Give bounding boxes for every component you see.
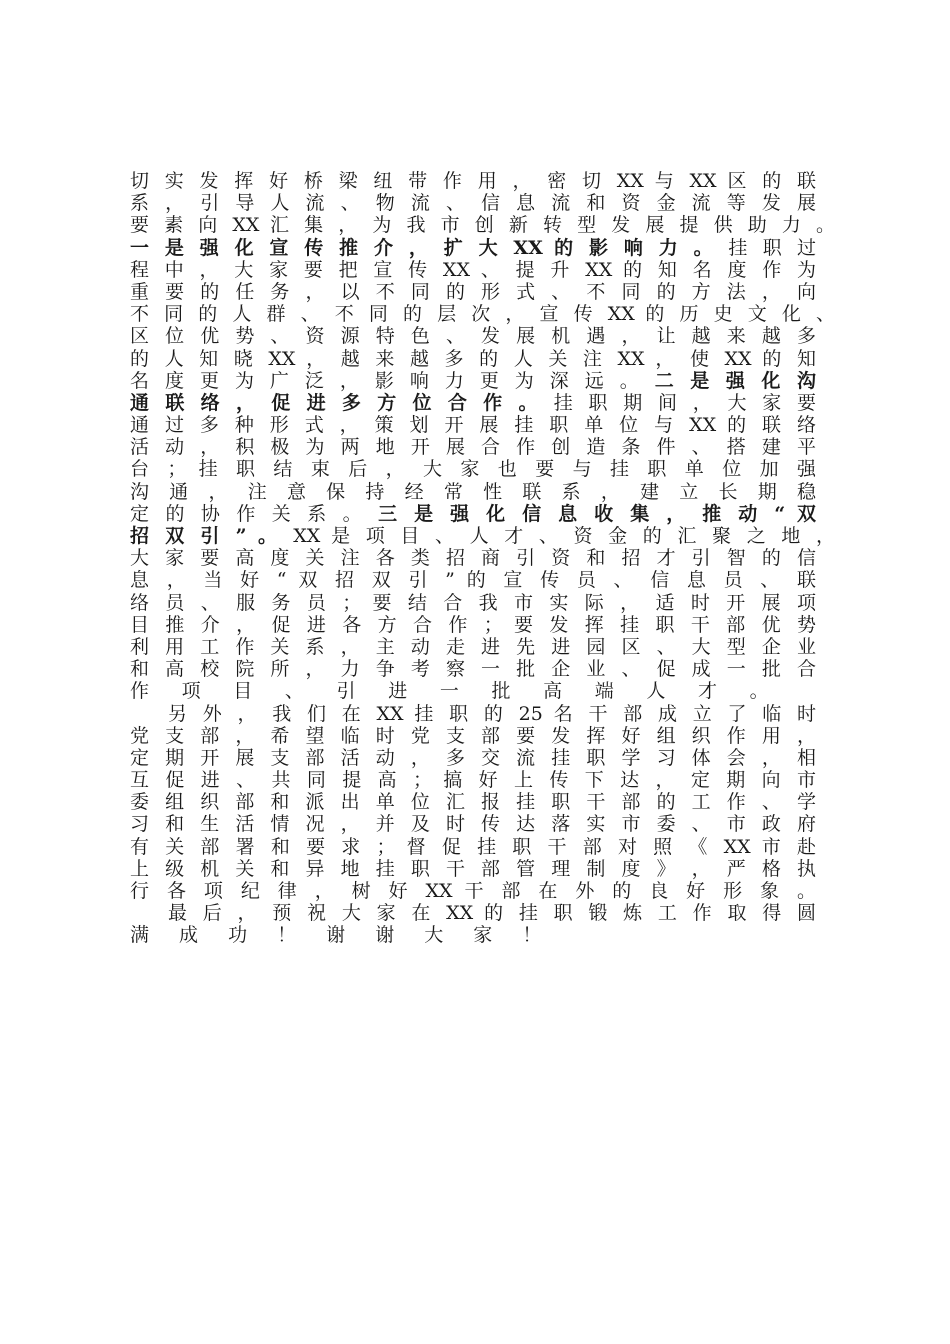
text-line: 区 位 优 势 、 资 源 特 色 、 发 展 机 遇 ， 让 越 来 越 多 — [130, 325, 816, 348]
text-line: 最 后 ， 预 祝 大 家 在 XX 的 挂 职 锻 炼 工 作 取 得 圆 — [168, 902, 816, 925]
text-line: 上 级 机 关 和 异 地 挂 职 干 部 管 理 制 度 》 ， 严 格 执 — [130, 857, 816, 880]
text-line: 络 员 、 服 务 员 ； 要 结 合 我 市 实 际 ， 适 时 开 展 项 — [130, 591, 816, 614]
text-line — [130, 503, 816, 525]
text-line: 不 同 的 人 群 、 不 同 的 层 次 ， 宣 传 XX 的 历 史 文 化 、 — [130, 303, 835, 326]
text-line: 行 各 项 纪 律 ， 树 好 XX 干 部 在 外 的 良 好 形 象 。 — [130, 880, 816, 902]
text-line: 重 要 的 任 务 ， 以 不 同 的 形 式 、 不 同 的 方 法 ， 向 — [130, 280, 816, 303]
text-line: 党 支 部 ， 希 望 临 时 党 支 部 要 发 挥 好 组 织 作 用 ， — [130, 724, 816, 747]
text-line: 目 推 介 ， 促 进 各 方 合 作 ； 要 发 挥 挂 职 干 部 优 势 — [130, 613, 816, 636]
text-line: 活 动 ， 积 极 为 两 地 开 展 合 作 创 造 条 件 、 搭 建 平 — [130, 436, 816, 459]
document-body — [130, 170, 835, 947]
text-line — [130, 525, 835, 547]
text-line: 系 ， 引 导 人 流 、 物 流 、 信 息 流 和 资 金 流 等 发 展 — [130, 192, 816, 215]
text-line: 切 实 发 挥 好 桥 梁 纽 带 作 用 ， 密 切 XX 与 XX 区 的 联 — [130, 170, 816, 192]
bold-heading-run: 通 联 络 ， 促 进 多 方 位 合 作 。 — [130, 391, 554, 414]
text-line: 另 外 ， 我 们 在 XX 挂 职 的 25 名 干 部 成 立 了 临 时 — [168, 702, 816, 725]
text-line: 沟 通 ， 注 意 保 持 经 常 性 联 系 ， 建 立 长 期 稳 — [130, 480, 816, 503]
text-line — [130, 237, 816, 259]
text-line: 作 项 目 、 引 进 一 批 高 端 人 才 。 — [130, 680, 782, 703]
text-line: 程 中 ， 大 家 要 把 宣 传 XX 、 提 升 XX 的 知 名 度 作 为 — [130, 258, 816, 281]
bold-heading-run: 二 是 强 化 沟 — [654, 369, 816, 392]
text-run: 挂 职 过 — [728, 236, 816, 259]
text-line: 通 过 多 种 形 式 ， 策 划 开 展 挂 职 单 位 与 XX 的 联 络 — [130, 414, 816, 437]
text-line: 有 关 部 署 和 要 求 ； 督 促 挂 职 干 部 对 照 《 XX 市 赴 — [130, 835, 816, 858]
text-line: 委 组 织 部 和 派 出 单 位 汇 报 挂 职 干 部 的 工 作 、 学 — [130, 791, 816, 814]
text-run: 名 度 更 为 广 泛 ， 影 响 力 更 为 深 远 。 — [130, 369, 655, 392]
text-line: 定 期 开 展 支 部 活 动 ， 多 交 流 挂 职 学 习 体 会 ， 相 — [130, 746, 816, 769]
bold-heading-run: 招 双 引 ” 。 — [130, 525, 294, 547]
text-line: 利 用 工 作 关 系 ， 主 动 走 进 先 进 园 区 、 大 型 企 业 — [130, 635, 816, 658]
text-run: 挂 职 期 间 ， 大 家 要 — [553, 391, 816, 414]
bold-heading-run: 一 是 强 化 宣 传 推 介 ， 扩 大 XX 的 影 响 力 。 — [130, 236, 729, 259]
text-line: 互 促 进 、 共 同 提 高 ； 搞 好 上 传 下 达 ， 定 期 向 市 — [130, 769, 816, 792]
text-line: 要 素 向 XX 汇 集 ， 为 我 市 创 新 转 型 发 展 提 供 助 力 。 — [130, 214, 835, 237]
text-line: 的 人 知 晓 XX ， 越 来 越 多 的 人 关 注 XX ， 使 XX 的 知 — [130, 347, 816, 370]
text-line: 台 ； 挂 职 结 束 后 ， 大 家 也 要 与 挂 职 单 位 加 强 — [130, 458, 816, 481]
text-line: 和 高 校 院 所 ， 力 争 考 察 一 批 企 业 、 促 成 一 批 合 — [130, 658, 816, 681]
text-line: 息 ， 当 好 “ 双 招 双 引 ” 的 宣 传 员 、 信 息 员 、 联 — [130, 569, 816, 592]
text-run: XX 是 项 目 、 人 才 、 资 金 的 汇 聚 之 地 ， — [293, 525, 835, 547]
text-line — [130, 370, 816, 392]
text-line: 大 家 要 高 度 关 注 各 类 招 商 引 资 和 招 才 引 智 的 信 — [130, 547, 816, 570]
bold-heading-run: 三 是 强 化 信 息 收 集 ， 推 动 “ 双 — [378, 502, 817, 525]
text-line: 习 和 生 活 情 况 ， 并 及 时 传 达 落 实 市 委 、 市 政 府 — [130, 813, 816, 836]
text-line — [130, 392, 816, 414]
text-line: 满 成 功 ！ 谢 谢 大 家 ！ — [130, 924, 554, 947]
text-run: 定 的 协 作 关 系 。 — [130, 502, 379, 525]
